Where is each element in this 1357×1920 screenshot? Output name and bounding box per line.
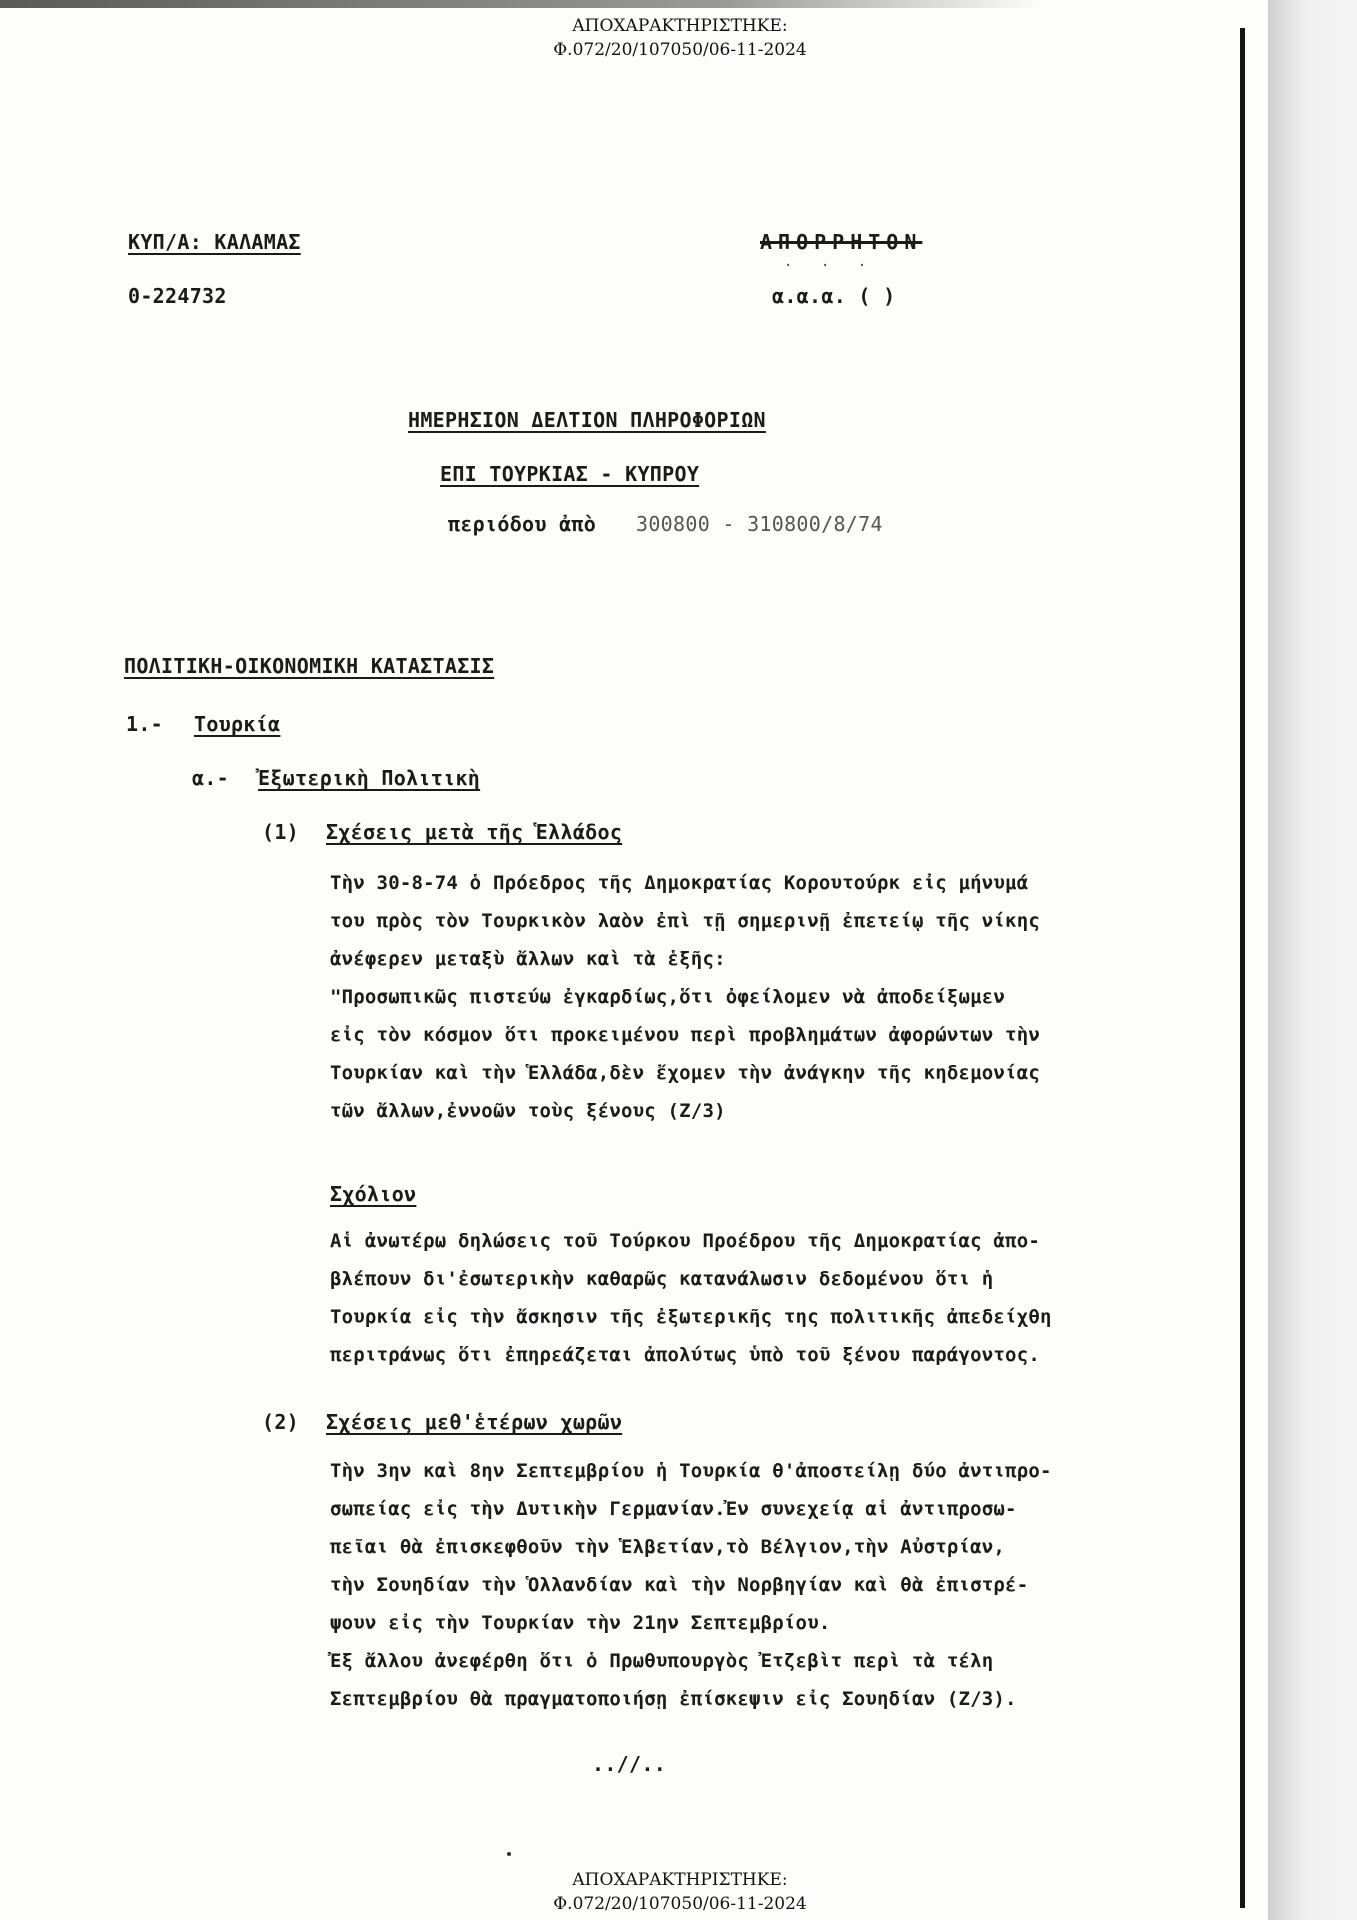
text-line: ἀνέφερεν μεταξὺ ἄλλων καὶ τὰ ἑξῆς: bbox=[330, 948, 726, 970]
declassification-label: ΑΠΟΧΑΡΑΚΤΗΡΙΣΤΗΚΕ: bbox=[572, 16, 788, 36]
comment-title: Σχόλιον bbox=[330, 1182, 417, 1206]
item-title: Τουρκία bbox=[194, 712, 281, 736]
text-line: Ἐξ ἄλλου ἀνεφέρθη ὅτι ὁ Πρωθυπουργὸς Ἐτζεβὶτ περὶ τὰ τέλη bbox=[330, 1650, 994, 1672]
declassification-reference: Φ.072/20/107050/06-11-2024 bbox=[553, 1894, 807, 1914]
text-line: Σεπτεμβρίου θὰ πραγματοποιήσῃ ἐπίσκεψιν εἰς Σουηδίαν (Ζ/3). bbox=[330, 1688, 1017, 1710]
document-number: 0-224732 bbox=[128, 284, 227, 308]
classification-dots: · · · bbox=[784, 258, 877, 274]
text-line: Τουρκία εἰς τὴν ἄσκησιν τῆς ἐξωτερικῆς της πολιτικῆς ἀπεδείχθη bbox=[330, 1306, 1052, 1328]
section-heading: ΠΟΛΙΤΙΚΗ-ΟΙΚΟΝΟΜΙΚΗ ΚΑΤΑΣΤΑΣΙΣ bbox=[124, 654, 495, 678]
point-title: Σχέσεις μετὰ τῆς Ἑλλάδος bbox=[326, 820, 623, 844]
declassification-reference: Φ.072/20/107050/06-11-2024 bbox=[553, 40, 807, 60]
margin-rule bbox=[1240, 28, 1245, 1908]
period-label: περιόδου ἀπὸ bbox=[448, 512, 597, 536]
text-line: περιτράνως ὅτι ἐπηρεάζεται ἀπολύτως ὑπὸ τοῦ ξένου παράγοντος. bbox=[330, 1344, 1040, 1366]
text-line: σωπείας εἰς τὴν Δυτικὴν Γερμανίαν.Ἐν συνεχείᾳ αἱ ἀντιπροσω- bbox=[330, 1498, 1017, 1520]
text-line: του πρὸς τὸν Τουρκικὸν λαὸν ἐπὶ τῇ σημερινῇ ἐπετείῳ τῆς νίκης bbox=[330, 910, 1040, 932]
paragraph-comment bbox=[330, 1222, 1190, 1374]
text-line: τῶν ἄλλων,ἐννοῶν τοὺς ξένους (Ζ/3) bbox=[330, 1100, 726, 1122]
declassification-stamp-top bbox=[440, 14, 920, 62]
item-number: 1.- bbox=[126, 712, 164, 736]
declassification-label: ΑΠΟΧΑΡΑΚΤΗΡΙΣΤΗΚΕ: bbox=[572, 1870, 788, 1890]
paragraph-greece-relations bbox=[330, 864, 1190, 1130]
text-line: "Προσωπικῶς πιστεύω ἐγκαρδίως,ὅτι ὀφείλομεν νὰ ἀποδείξωμεν bbox=[330, 986, 1006, 1008]
text-line: Τὴν 3ην καὶ 8ην Σεπτεμβρίου ἡ Τουρκία θ'ἀποστείλῃ δύο ἀντιπρο- bbox=[330, 1460, 1052, 1482]
copy-marking: α.α.α. ( ) bbox=[772, 284, 896, 308]
classification-marking: ΑΠΟΡΡΗΤΟΝ bbox=[760, 230, 923, 254]
text-line: τὴν Σουηδίαν τὴν Ὁλλανδίαν καὶ τὴν Νορβηγίαν καὶ θὰ ἐπιστρέ- bbox=[330, 1574, 1029, 1596]
page-edge bbox=[1268, 0, 1357, 1920]
scan-speck bbox=[507, 1852, 511, 1856]
scan-edge-shadow bbox=[0, 0, 1040, 8]
subitem-title: Ἐξωτερικὴ Πολιτικὴ bbox=[258, 766, 481, 790]
period-value: 300800 - 310800/8/74 bbox=[636, 512, 883, 536]
text-line: ψουν εἰς τὴν Τουρκίαν τὴν 21ην Σεπτεμβρίου. bbox=[330, 1612, 831, 1634]
text-line: Τουρκίαν καὶ τὴν Ἑλλάδα,δὲν ἔχομεν τὴν ἀνάγκην τῆς κηδεμονίας bbox=[330, 1062, 1040, 1084]
issuing-service: ΚΥΠ/Α: ΚΑΛΑΜΑΣ bbox=[128, 230, 301, 254]
point-title: Σχέσεις μεθ'ἑτέρων χωρῶν bbox=[326, 1410, 623, 1434]
bulletin-subject: ΕΠΙ ΤΟΥΡΚΙΑΣ - ΚΥΠΡΟΥ bbox=[440, 462, 700, 486]
subitem-number: α.- bbox=[192, 766, 230, 790]
bulletin-title: ΗΜΕΡΗΣΙΟΝ ΔΕΛΤΙΟΝ ΠΛΗΡΟΦΟΡΙΩΝ bbox=[408, 408, 766, 432]
paragraph-other-countries bbox=[330, 1452, 1190, 1718]
point-number: (1) bbox=[262, 820, 300, 844]
text-line: εἰς τὸν κόσμον ὅτι πρoκειμένου περὶ προβλημάτων ἀφορώντων τὴν bbox=[330, 1024, 1040, 1046]
text-line: Τὴν 30-8-74 ὁ Πρόεδρος τῆς Δημοκρατίας Κορουτούρκ εἰς μήνυμά bbox=[330, 872, 1029, 894]
point-number: (2) bbox=[262, 1410, 300, 1434]
declassification-stamp-bottom bbox=[440, 1868, 920, 1916]
text-line: πεῖαι θὰ ἐπισκεφθοῦν τὴν Ἑλβετίαν,τὸ Βέλγιον,τὴν Αὐστρίαν, bbox=[330, 1536, 1006, 1558]
continuation-mark: ..//.. bbox=[592, 1752, 667, 1776]
text-line: βλέπουν δι'ἐσωτερικὴν καθαρῶς κατανάλωσιν δεδομένου ὅτι ἡ bbox=[330, 1268, 994, 1290]
text-line: Αἱ ἀνωτέρω δηλώσεις τοῦ Τούρκου Προέδρου τῆς Δημοκρατίας ἀπο- bbox=[330, 1230, 1040, 1252]
